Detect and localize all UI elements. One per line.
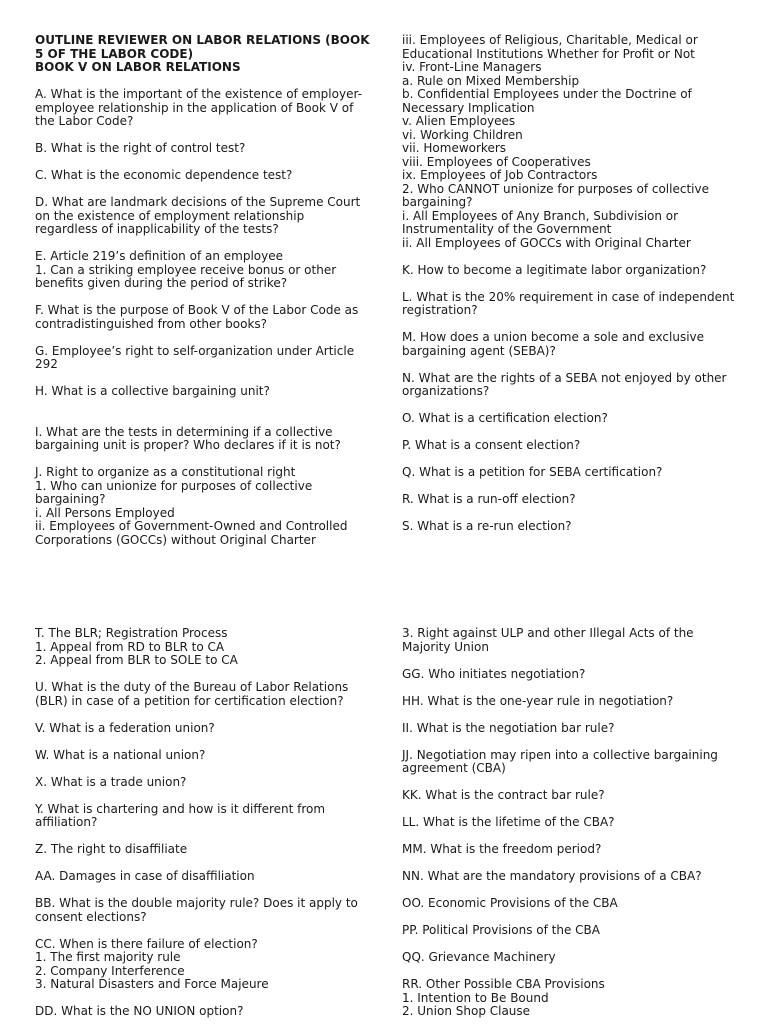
outline-item <box>35 681 370 708</box>
outline-line: ii. All Employees of GOCCs with Original Charter <box>402 235 691 250</box>
outline-line: CC. When is there failure of election? <box>35 936 258 951</box>
outline-line: QQ. Grievance Machinery <box>402 950 556 964</box>
outline-line: b. Confidential Employees under the Doctrine of Necessary Implication <box>402 87 692 115</box>
outline-item <box>35 385 370 399</box>
outline-line: RR. Other Possible CBA Provisions <box>402 977 605 991</box>
outline-line: F. What is the purpose of Book V of the Labor Code as contradistinguished from other books? <box>35 303 359 331</box>
outline-line: iv. Front-Line Managers <box>402 60 542 74</box>
outline-line: v. Alien Employees <box>402 114 516 128</box>
outline-line: E. Article 219’s definition of an employee <box>35 249 283 263</box>
outline-line: AA. Damages in case of disaffiliation <box>35 869 255 883</box>
outline-line: S. What is a re-run election? <box>402 519 572 533</box>
outline-item <box>402 331 737 358</box>
outline-line: A. What is the important of the existence of employer-employee relationship in the application of Book V of the Labor Code? <box>35 87 362 128</box>
outline-line: vii. Homeworkers <box>402 141 507 155</box>
outline-line: viii. Employees of Cooperatives <box>402 154 591 169</box>
outline-line: H. What is a collective bargaining unit? <box>35 384 270 398</box>
outline-line: I. What are the tests in determining if a collective bargaining unit is proper? Who declares if it is not? <box>35 424 341 452</box>
document-title <box>35 34 370 75</box>
outline-line: G. Employee’s right to self-organization under Article 292 <box>35 343 355 371</box>
outline-line: ii. Employees of Government-Owned and Controlled Corporations (GOCCs) without Original Charter <box>35 519 348 547</box>
bottom-right-column <box>402 627 737 1024</box>
outline-line: W. What is a national union? <box>35 747 206 762</box>
outline-line: KK. What is the contract bar rule? <box>402 788 605 802</box>
outline-line: R. What is a run-off election? <box>402 492 576 506</box>
page-top-half <box>0 34 768 594</box>
outline-line: Y. What is chartering and how is it different from affiliation? <box>35 801 326 829</box>
outline-item <box>402 412 737 426</box>
outline-item <box>35 250 370 291</box>
outline-item <box>402 466 737 480</box>
outline-line: 3. Right against ULP and other Illegal Acts of the Majority Union <box>402 627 694 654</box>
outline-line: NN. What are the mandatory provisions of a CBA? <box>402 869 702 883</box>
outline-item <box>402 897 737 911</box>
outline-line: PP. Political Provisions of the CBA <box>402 923 600 937</box>
outline-item <box>402 34 737 250</box>
top-right-column <box>402 34 737 547</box>
outline-item <box>402 749 737 776</box>
outline-item <box>35 196 370 237</box>
outline-line: 1. The first majority rule <box>35 950 181 964</box>
outline-line: HH. What is the one-year rule in negotiation? <box>402 693 674 708</box>
outline-item <box>35 897 370 924</box>
outline-item <box>402 695 737 709</box>
outline-item <box>402 789 737 803</box>
outline-item <box>402 668 737 682</box>
top-left-column <box>35 34 370 561</box>
outline-item <box>35 843 370 857</box>
outline-line: JJ. Negotiation may ripen into a collective bargaining agreement (CBA) <box>402 747 718 775</box>
outline-item <box>35 169 370 183</box>
outline-line: DD. What is the NO UNION option? <box>35 1004 244 1018</box>
outline-item <box>35 142 370 156</box>
outline-line: L. What is the 20% requirement in case of independent registration? <box>402 289 735 317</box>
outline-item-list <box>35 627 370 1019</box>
outline-line: 1. Can a striking employee receive bonus or other benefits given during the period of strike? <box>35 262 337 290</box>
outline-line: OO. Economic Provisions of the CBA <box>402 896 618 910</box>
outline-line: N. What are the rights of a SEBA not enjoyed by other organizations? <box>402 370 727 398</box>
outline-line: V. What is a federation union? <box>35 720 215 735</box>
outline-item <box>35 304 370 331</box>
outline-line: T. The BLR; Registration Process <box>35 627 228 640</box>
outline-item <box>35 749 370 763</box>
outline-line: O. What is a certification election? <box>402 411 608 425</box>
outline-item <box>35 88 370 129</box>
outline-line: X. What is a trade union? <box>35 774 187 789</box>
outline-item <box>402 439 737 453</box>
outline-item <box>402 264 737 278</box>
outline-line: 1. Who can unionize for purposes of collective bargaining? <box>35 478 313 506</box>
outline-line: i. All Persons Employed <box>35 505 175 520</box>
outline-line: U. What is the duty of the Bureau of Labor Relations (BLR) in case of a petition for certification election? <box>35 680 349 708</box>
outline-item <box>402 870 737 884</box>
outline-line: 2. Who CANNOT unionize for purposes of collective bargaining? <box>402 181 709 209</box>
title-line: OUTLINE REVIEWER ON LABOR RELATIONS (BOOK <box>35 33 370 47</box>
outline-item <box>35 466 370 547</box>
title-line: 5 OF THE LABOR CODE) <box>35 46 194 61</box>
outline-item <box>402 372 737 399</box>
outline-item <box>402 843 737 857</box>
outline-line: 2. Company Interference <box>35 963 185 978</box>
outline-line: 1. Appeal from RD to BLR to CA <box>35 639 225 654</box>
outline-item <box>402 493 737 507</box>
outline-item <box>402 816 737 830</box>
outline-line: M. How does a union become a sole and exclusive bargaining agent (SEBA)? <box>402 330 705 358</box>
outline-item <box>35 803 370 830</box>
outline-item <box>402 951 737 965</box>
outline-item <box>402 291 737 318</box>
outline-line: Z. The right to disaffiliate <box>35 842 188 856</box>
outline-line: P. What is a consent election? <box>402 438 581 452</box>
outline-item-list <box>402 34 737 534</box>
outline-line: 1. Intention to Be Bound <box>402 990 549 1005</box>
outline-item <box>35 776 370 790</box>
outline-line: GG. Who initiates negotiation? <box>402 666 586 681</box>
outline-item <box>402 924 737 938</box>
outline-item <box>402 627 737 654</box>
outline-line: B. What is the right of control test? <box>35 141 246 155</box>
page-bottom-half <box>0 627 768 1024</box>
outline-line: II. What is the negotiation bar rule? <box>402 720 615 735</box>
outline-item <box>35 345 370 372</box>
outline-line: vi. Working Children <box>402 127 523 142</box>
outline-item <box>402 722 737 736</box>
outline-item <box>35 870 370 884</box>
outline-line: 2. Union Shop Clause <box>402 1004 531 1018</box>
outline-line: Q. What is a petition for SEBA certification? <box>402 465 663 479</box>
outline-line: D. What are landmark decisions of the Supreme Court on the existence of employment relationship regardless of inapplicability of the tests? <box>35 195 361 236</box>
outline-line: K. How to become a legitimate labor organization? <box>402 262 707 277</box>
outline-line: 3. Natural Disasters and Force Majeure <box>35 977 269 991</box>
outline-item <box>402 520 737 534</box>
outline-line: J. Right to organize as a constitutional right <box>35 465 296 479</box>
outline-line: MM. What is the freedom period? <box>402 842 602 856</box>
outline-item <box>35 627 370 668</box>
outline-line: ix. Employees of Job Contractors <box>402 168 598 182</box>
outline-line: a. Rule on Mixed Membership <box>402 73 580 88</box>
outline-line: 2. Appeal from BLR to SOLE to CA <box>35 653 238 667</box>
outline-item <box>35 938 370 992</box>
bottom-left-column <box>35 627 370 1024</box>
outline-item <box>35 1005 370 1019</box>
outline-line: i. All Employees of Any Branch, Subdivision or Instrumentality of the Government <box>402 208 679 236</box>
outline-line: iii. Employees of Religious, Charitable, Medical or Educational Institutions Whether for Profit or Not <box>402 33 698 61</box>
outline-line: C. What is the economic dependence test? <box>35 168 293 182</box>
outline-item <box>35 722 370 736</box>
outline-item <box>35 426 370 453</box>
outline-line: LL. What is the lifetime of the CBA? <box>402 815 615 829</box>
outline-line: BB. What is the double majority rule? Does it apply to consent elections? <box>35 896 358 924</box>
title-line: BOOK V ON LABOR RELATIONS <box>35 60 241 74</box>
outline-item <box>402 978 737 1019</box>
outline-item-list <box>35 88 370 547</box>
outline-item-list <box>402 627 737 1019</box>
